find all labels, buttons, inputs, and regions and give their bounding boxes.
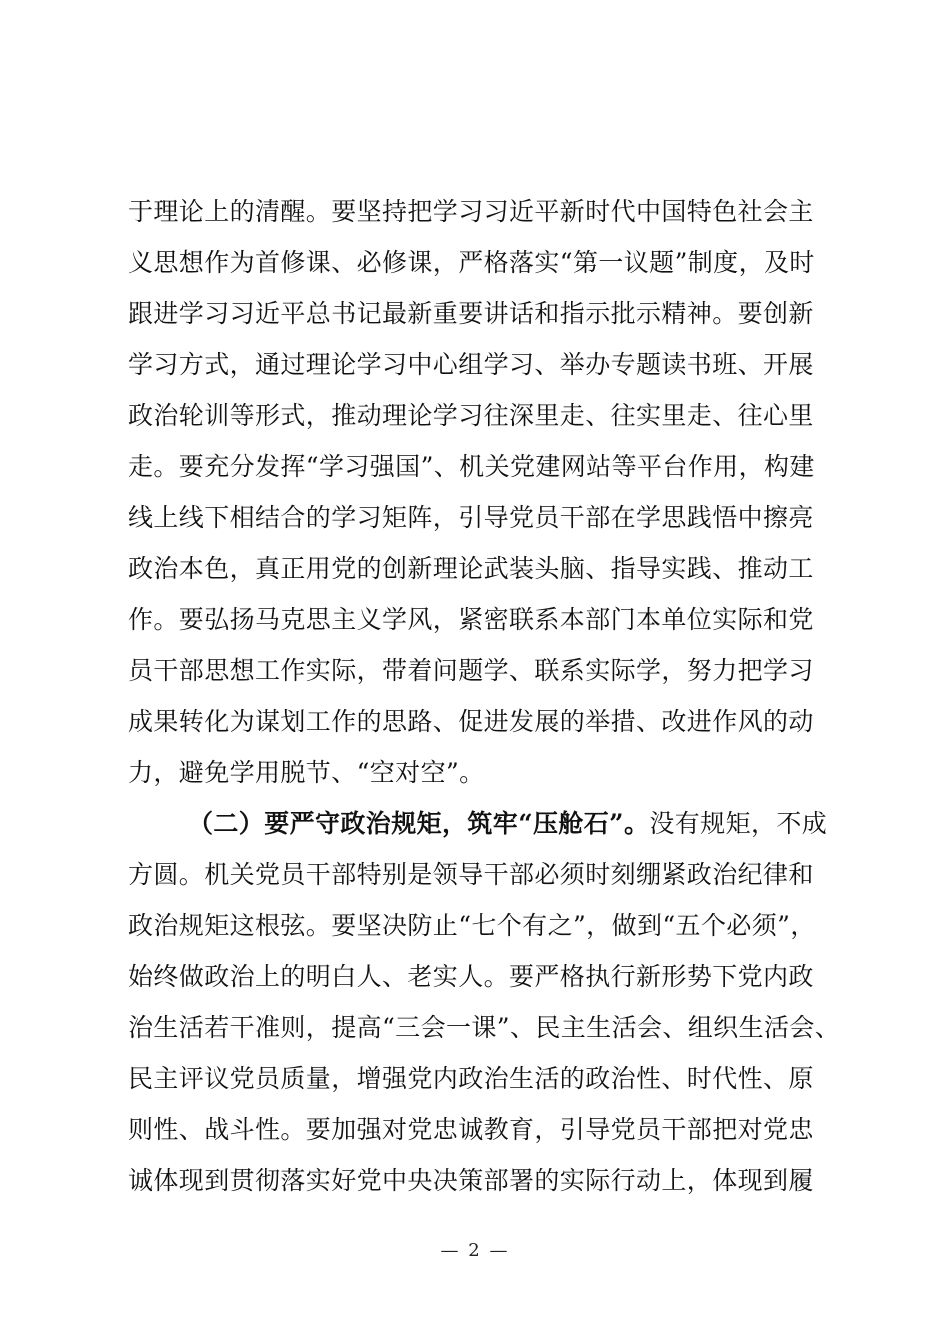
section-heading: （二）要严守政治规矩，筑牢“压舱石”。 bbox=[188, 809, 650, 838]
text-line: 员干部思想工作实际，带着问题学、联系实际学，努力把学习 bbox=[128, 656, 814, 685]
text-line: 成果转化为谋划工作的思路、促进发展的举措、改进作风的动 bbox=[128, 707, 814, 736]
text-line: 线上线下相结合的学习矩阵，引导党员干部在学思践悟中擦亮 bbox=[128, 503, 814, 532]
text-line: 民主评议党员质量，增强党内政治生活的政治性、时代性、原 bbox=[128, 1064, 814, 1093]
section-heading-rest: 没有规矩，不成 bbox=[649, 809, 828, 838]
text-line: 义思想作为首修课、必修课，严格落实“第一议题”制度，及时 bbox=[128, 248, 815, 277]
text-line: 作。要弘扬马克思主义学风，紧密联系本部门本单位实际和党 bbox=[128, 605, 814, 634]
text-line: 治生活若干准则，提高“三会一课”、民主生活会、组织生活会、 bbox=[128, 1013, 841, 1042]
text-line: 始终做政治上的明白人、老实人。要严格执行新形势下党内政 bbox=[128, 962, 814, 991]
text-line: 则性、战斗性。要加强对党忠诚教育，引导党员干部把对党忠 bbox=[128, 1115, 814, 1144]
text-line: 诚体现到贯彻落实好党中央决策部署的实际行动上，体现到履 bbox=[128, 1166, 814, 1195]
text-line: 政治规矩这根弦。要坚决防止“七个有之”，做到“五个必须”， bbox=[128, 911, 816, 940]
document-body bbox=[128, 186, 841, 1206]
text-line: 方圆。机关党员干部特别是领导干部必须时刻绷紧政治纪律和 bbox=[128, 860, 814, 889]
section-heading-line bbox=[128, 798, 828, 849]
text-line: 走。要充分发挥“学习强国”、机关党建网站等平台作用，构建 bbox=[128, 452, 815, 481]
text-line: 于理论上的清醒。要坚持把学习习近平新时代中国特色社会主 bbox=[128, 197, 814, 226]
page-number: — 2 — bbox=[440, 1240, 510, 1261]
text-line: 政治轮训等形式，推动理论学习往深里走、往实里走、往心里 bbox=[128, 401, 814, 430]
text-line: 政治本色，真正用党的创新理论武装头脑、指导实践、推动工 bbox=[128, 554, 814, 583]
text-line: 力，避免学用脱节、“空对空”。 bbox=[128, 758, 485, 787]
text-line: 学习方式，通过理论学习中心组学习、举办专题读书班、开展 bbox=[128, 350, 814, 379]
text-line: 跟进学习习近平总书记最新重要讲话和指示批示精神。要创新 bbox=[128, 299, 814, 328]
